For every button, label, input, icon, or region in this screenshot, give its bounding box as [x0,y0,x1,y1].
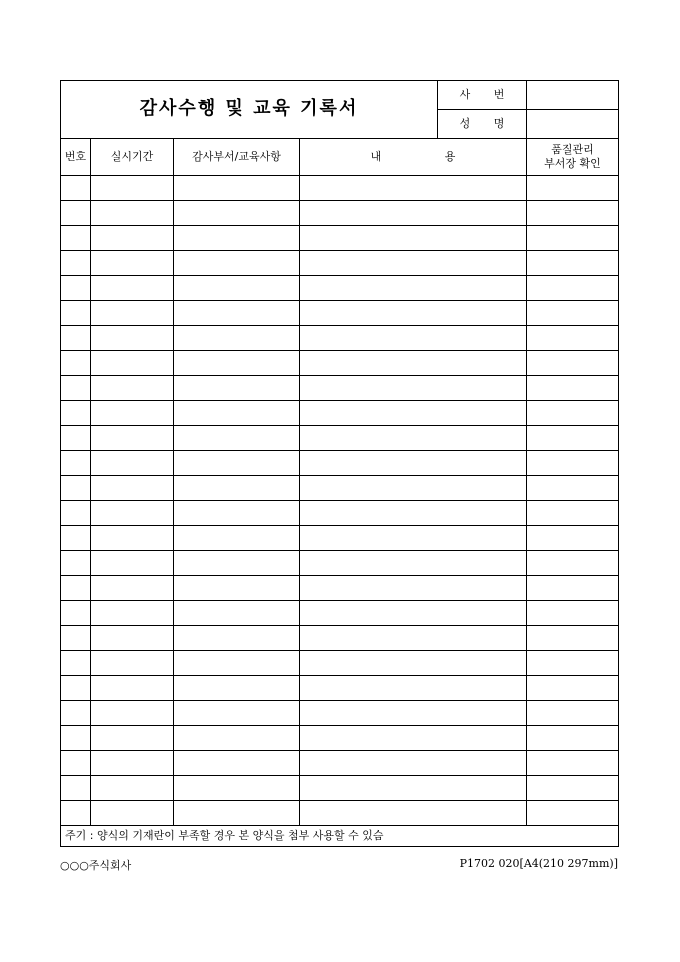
emp-no-field[interactable] [527,81,619,110]
cell-period[interactable] [91,326,174,351]
col-header-qc-line2: 부서장 확인 [544,157,601,170]
cell-dept-item[interactable] [174,501,300,526]
table-row [61,726,619,751]
table-row [61,626,619,651]
cell-qc-confirm[interactable] [527,526,619,551]
cell-period[interactable] [91,226,174,251]
table-row [61,651,619,676]
cell-content[interactable] [300,501,527,526]
form-title-cell [61,81,438,139]
cell-content[interactable] [300,326,527,351]
cell-qc-confirm[interactable] [527,176,619,201]
cell-dept-item[interactable] [174,676,300,701]
cell-dept-item[interactable] [174,176,300,201]
cell-content[interactable] [300,251,527,276]
cell-content[interactable] [300,751,527,776]
cell-no[interactable] [61,176,91,201]
note-row [61,826,619,847]
cell-no[interactable] [61,476,91,501]
cell-period[interactable] [91,301,174,326]
cell-dept-item[interactable] [174,651,300,676]
cell-period[interactable] [91,701,174,726]
cell-period[interactable] [91,551,174,576]
table-row [61,551,619,576]
form-table [60,80,619,847]
cell-no[interactable] [61,676,91,701]
emp-no-label: 사 번 [459,88,505,101]
cell-period[interactable] [91,576,174,601]
table-row [61,276,619,301]
cell-period[interactable] [91,501,174,526]
table-row [61,376,619,401]
cell-dept-item[interactable] [174,201,300,226]
cell-qc-confirm[interactable] [527,751,619,776]
cell-period[interactable] [91,476,174,501]
cell-content[interactable] [300,726,527,751]
cell-no[interactable] [61,426,91,451]
cell-dept-item[interactable] [174,801,300,826]
cell-period[interactable] [91,526,174,551]
cell-no[interactable] [61,751,91,776]
table-row [61,576,619,601]
table-row [61,401,619,426]
cell-qc-confirm[interactable] [527,376,619,401]
table-row [61,326,619,351]
cell-qc-confirm[interactable] [527,776,619,801]
cell-dept-item[interactable] [174,776,300,801]
table-row [61,351,619,376]
col-header-period: 실시기간 [91,139,174,176]
cell-no[interactable] [61,551,91,576]
col-header-content-cell [300,139,527,176]
cell-content[interactable] [300,801,527,826]
table-row [61,526,619,551]
cell-content[interactable] [300,626,527,651]
cell-dept-item[interactable] [174,476,300,501]
cell-period[interactable] [91,776,174,801]
cell-dept-item[interactable] [174,376,300,401]
name-label-cell [438,110,527,139]
cell-dept-item[interactable] [174,401,300,426]
col-header-content: 내 용 [370,150,456,163]
name-label: 성 명 [459,117,505,130]
cell-period[interactable] [91,401,174,426]
cell-dept-item[interactable] [174,526,300,551]
cell-qc-confirm[interactable] [527,676,619,701]
cell-content[interactable] [300,201,527,226]
cell-content[interactable] [300,701,527,726]
cell-content[interactable] [300,301,527,326]
table-row [61,176,619,201]
cell-qc-confirm[interactable] [527,351,619,376]
cell-qc-confirm[interactable] [527,226,619,251]
cell-period[interactable] [91,651,174,676]
cell-qc-confirm[interactable] [527,801,619,826]
cell-dept-item[interactable] [174,451,300,476]
cell-no[interactable] [61,301,91,326]
cell-dept-item[interactable] [174,251,300,276]
table-row [61,751,619,776]
cell-content[interactable] [300,451,527,476]
cell-period[interactable] [91,176,174,201]
cell-content[interactable] [300,426,527,451]
cell-no[interactable] [61,601,91,626]
form-title: 감사수행 및 교육 기록서 [139,97,359,119]
cell-no[interactable] [61,401,91,426]
table-row [61,426,619,451]
cell-no[interactable] [61,451,91,476]
name-field[interactable] [527,110,619,139]
cell-dept-item[interactable] [174,276,300,301]
page-footer [60,857,618,873]
cell-content[interactable] [300,276,527,301]
cell-no[interactable] [61,801,91,826]
cell-no[interactable] [61,376,91,401]
table-row [61,201,619,226]
cell-dept-item[interactable] [174,226,300,251]
cell-dept-item[interactable] [174,751,300,776]
cell-qc-confirm[interactable] [527,326,619,351]
cell-qc-confirm[interactable] [527,201,619,226]
cell-dept-item[interactable] [174,601,300,626]
cell-period[interactable] [91,276,174,301]
cell-no[interactable] [61,526,91,551]
cell-content[interactable] [300,526,527,551]
cell-dept-item[interactable] [174,426,300,451]
cell-period[interactable] [91,801,174,826]
cell-content[interactable] [300,551,527,576]
cell-qc-confirm[interactable] [527,451,619,476]
cell-content[interactable] [300,351,527,376]
cell-content[interactable] [300,776,527,801]
col-header-no: 번호 [61,139,91,176]
emp-no-label-cell [438,81,527,110]
cell-qc-confirm[interactable] [527,426,619,451]
cell-qc-confirm[interactable] [527,276,619,301]
cell-period[interactable] [91,351,174,376]
column-header-row [61,139,619,176]
cell-content[interactable] [300,401,527,426]
form-note: 주기 : 양식의 기재란이 부족할 경우 본 양식을 첨부 사용할 수 있슴 [61,826,619,847]
cell-no[interactable] [61,701,91,726]
cell-qc-confirm[interactable] [527,251,619,276]
table-row [61,251,619,276]
table-row [61,301,619,326]
table-row [61,801,619,826]
cell-dept-item[interactable] [174,351,300,376]
cell-dept-item[interactable] [174,576,300,601]
cell-dept-item[interactable] [174,626,300,651]
cell-no[interactable] [61,251,91,276]
table-row [61,676,619,701]
cell-no[interactable] [61,651,91,676]
table-row [61,701,619,726]
cell-dept-item[interactable] [174,301,300,326]
cell-qc-confirm[interactable] [527,551,619,576]
cell-content[interactable] [300,176,527,201]
cell-content[interactable] [300,651,527,676]
cell-no[interactable] [61,226,91,251]
cell-qc-confirm[interactable] [527,601,619,626]
cell-qc-confirm[interactable] [527,501,619,526]
table-row [61,226,619,251]
cell-period[interactable] [91,676,174,701]
cell-content[interactable] [300,601,527,626]
col-header-dept-item: 감사부서/교육사항 [174,139,300,176]
cell-period[interactable] [91,451,174,476]
cell-period[interactable] [91,376,174,401]
cell-qc-confirm[interactable] [527,651,619,676]
cell-period[interactable] [91,251,174,276]
cell-no[interactable] [61,351,91,376]
table-row [61,451,619,476]
cell-period[interactable] [91,726,174,751]
cell-qc-confirm[interactable] [527,626,619,651]
cell-qc-confirm[interactable] [527,476,619,501]
cell-no[interactable] [61,326,91,351]
table-row [61,776,619,801]
form-code: P1702 020[A4(210 297mm)] [459,857,618,870]
cell-qc-confirm[interactable] [527,301,619,326]
cell-qc-confirm[interactable] [527,401,619,426]
col-header-qc-line1: 품질관리 [551,143,594,156]
cell-content[interactable] [300,226,527,251]
cell-content[interactable] [300,476,527,501]
cell-dept-item[interactable] [174,551,300,576]
cell-no[interactable] [61,501,91,526]
cell-period[interactable] [91,626,174,651]
cell-period[interactable] [91,751,174,776]
title-row-1 [61,81,619,110]
company-name: ○○○주식회사 [60,859,132,872]
cell-qc-confirm[interactable] [527,576,619,601]
table-row [61,476,619,501]
cell-no[interactable] [61,726,91,751]
cell-content[interactable] [300,676,527,701]
cell-content[interactable] [300,376,527,401]
audit-training-record-form [60,80,618,847]
cell-content[interactable] [300,576,527,601]
cell-period[interactable] [91,201,174,226]
cell-dept-item[interactable] [174,726,300,751]
cell-no[interactable] [61,201,91,226]
cell-no[interactable] [61,576,91,601]
cell-dept-item[interactable] [174,701,300,726]
cell-no[interactable] [61,626,91,651]
table-row [61,601,619,626]
col-header-qc-cell [527,139,619,176]
cell-period[interactable] [91,601,174,626]
table-row [61,501,619,526]
cell-no[interactable] [61,276,91,301]
cell-qc-confirm[interactable] [527,726,619,751]
cell-no[interactable] [61,776,91,801]
cell-qc-confirm[interactable] [527,701,619,726]
cell-period[interactable] [91,426,174,451]
cell-dept-item[interactable] [174,326,300,351]
